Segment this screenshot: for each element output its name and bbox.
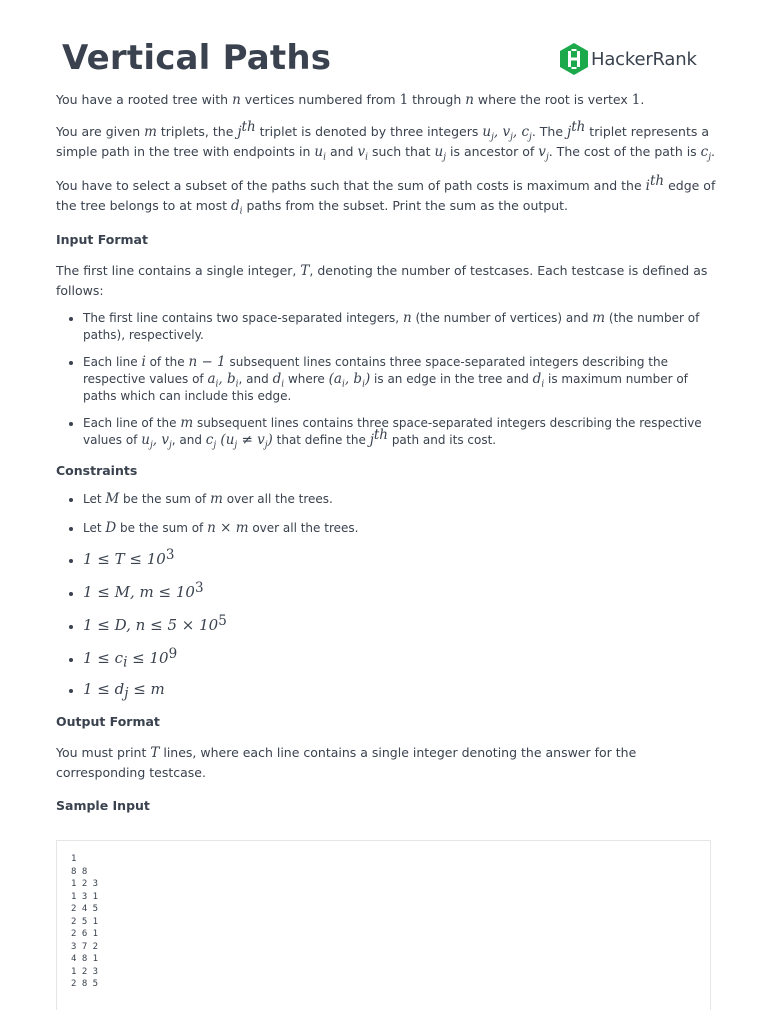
list-item: • $1 \le c_i \le 10^9$	[83, 649, 716, 669]
list-item: • The first line contains two space-separated integers, n (the number of vertices) and m (the number of paths), respectively.	[83, 310, 716, 344]
intro-paragraph-3: You have to select a subset of the paths such that the sum of path costs is maximum and the $i^{th}$ edge of the tree belongs to at most $d_i$ paths from the subset. Print the sum as the output.	[56, 172, 716, 217]
hackerrank-logo	[560, 43, 697, 75]
sample-input-block	[56, 840, 711, 1010]
output-format-heading: Output Format	[56, 714, 160, 729]
intro-paragraph-1: You have a rooted tree with n vertices numbered from 1 through n where the root is vertex 1.	[56, 92, 645, 108]
page-title: Vertical Paths	[62, 38, 332, 78]
problem-statement	[56, 90, 716, 815]
list-item: • 1 ≤ D, $n \le 5 \times 10^5$	[83, 616, 716, 636]
sample-input-code: 1 8 8 1 2 3 1 3 1 2 4 5 2 5 1 2 6 1 3 7 2 4 8 1 1 2 3 2 8 5	[71, 854, 99, 989]
list-item: • $1 \le d_j \le m$	[83, 680, 716, 700]
input-format-heading: Input Format	[56, 232, 148, 247]
list-item: • $1 \le T \le 10^3$	[83, 550, 716, 570]
intro-paragraph-2: You are given m triplets, the $j^{th}$ triplet is denoted by three integers $u_j$, $v_j$, $c_j$. The $j^{th}$ triplet represents a simple path in the tree with endpoints in $u_i$ and $v_i$ such that $u_j$ is ancestor of $v_j$. The cost of the path is $c_j$.	[56, 118, 716, 163]
output-format-paragraph: You must print T lines, where each line contains a single integer denoting the answer for the corresponding testcase.	[56, 745, 637, 780]
input-format-list	[56, 310, 716, 449]
list-item: • Let D be the sum of n × m over all the trees.	[83, 519, 716, 538]
list-item: • Let M be the sum of m over all the trees.	[83, 490, 716, 509]
list-item: • 1 ≤ M, $m \le 10^3$	[83, 583, 716, 603]
list-item: • Each line of the m subsequent lines contains three space-separated integers describing the respective values of $u_j$, $v_j$, and $c_j$ $(u_j \ne v_j)$ that define the $j^{th}$ path and its cost.	[83, 415, 716, 449]
constraints-list	[56, 490, 716, 700]
hackerrank-logo-icon	[560, 43, 588, 75]
constraints-heading: Constraints	[56, 463, 138, 478]
sample-input-heading: Sample Input	[56, 798, 150, 813]
brand-name: HackerRank	[591, 48, 697, 70]
list-item: • Each line i of the n − 1 subsequent lines contains three space-separated integers describing the respective values of $a_i$, $b_i$, and $d_i$ where ($a_i$, $b_i$) is an edge in the tree and $d_i$ is maximum number of paths which can include this edge.	[83, 354, 716, 405]
input-format-paragraph: The first line contains a single integer, T, denoting the number of testcases. Each testcase is defined as follows:	[56, 263, 708, 298]
